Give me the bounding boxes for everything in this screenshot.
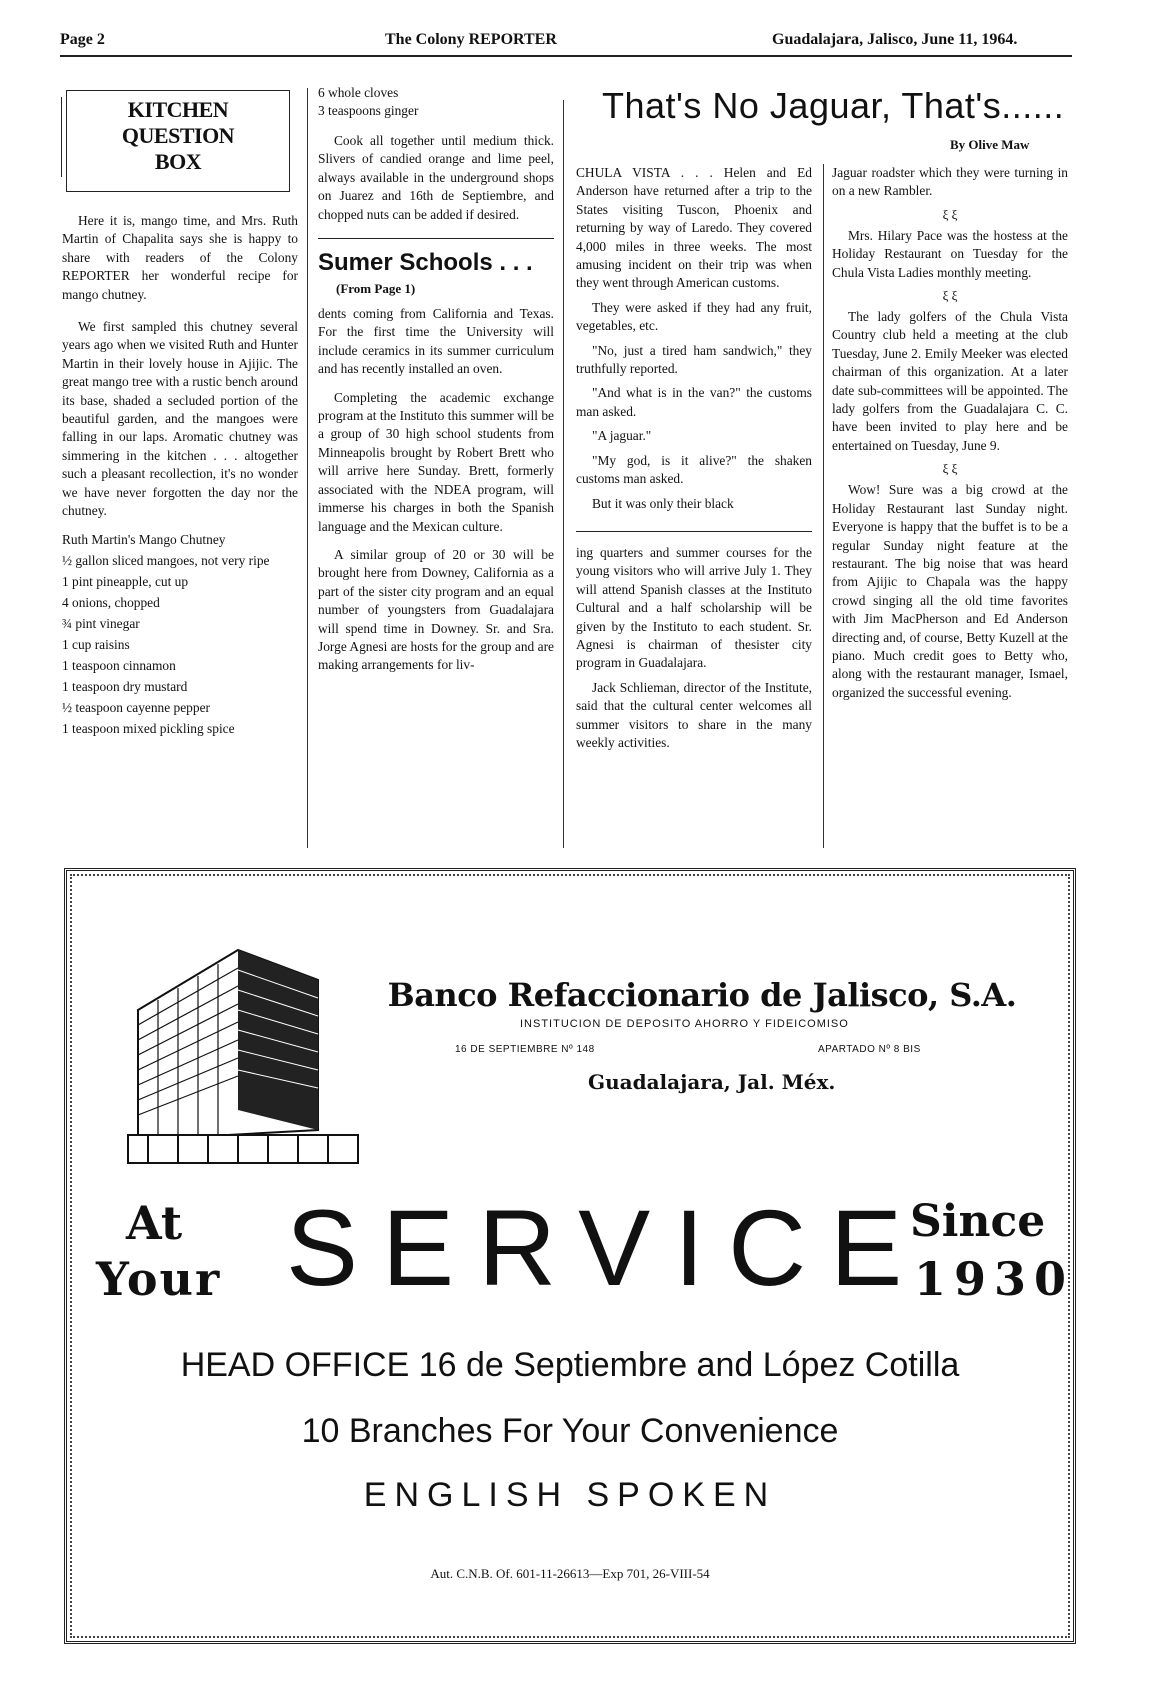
kitchen-paragraph: We first sampled this chutney several years ago when we visited Ruth and Hunter Martin in their lovely house in Ajijic. The great mango tree with a rustic bench around its base, shaded a secluded portion of the beautiful garden, and the mangoes were falling in our laps. Aromatic chutney was simmering in the kitchen . . . altogether such a pleasant recollection, it's no wonder we have never forgotten the day nor the chutney. <box>62 319 298 519</box>
summer-continued-paragraph: ing quarters and summer courses for the young visitors who will arrive July 1. They will attend Spanish classes at the Instituto Cultural and a half scholarship will be given by the Instituto to each student. Sr. Agnesi is chairman of thesister city program in Guadalajara. <box>576 544 812 671</box>
summer-paragraph: Completing the academic exchange program at the Instituto this summer will be a group of 30 high school students from Minneapolis brought by Robert Brett who will arrive here Sunday. Brett, formerly associated with the NDEA program, will immerse his charges in both the Spanish language and the Mexican culture. <box>318 389 554 534</box>
separator: ξ ξ <box>942 461 958 477</box>
your-word: Your <box>96 1252 222 1306</box>
jaguar-paragraph: They were asked if they had any fruit, vegetables, etc. <box>576 299 812 334</box>
summer-continued-paragraph: Jack Schlieman, director of the Institute, said that the cultural center welcomes all summer visitors to share in the many weekly activities. <box>576 679 812 750</box>
box-title-line-1: KITCHEN <box>127 97 229 122</box>
summer-paragraph: A similar group of 20 or 30 will be brought here from Downey, California as a part of the sister city program and an equal number of youngsters from Guadalajara will spend time in Downey. Sr. and Sra. Jorge Agnesi are hosts for the group and are making arrangements for liv- <box>318 546 554 673</box>
jaguar-paragraph: CHULA VISTA . . . Helen and Ed Anderson have returned after a trip to the States visiting Tuscon, Phoenix and returning by way of Laredo. They covered 4,000 miles in three weeks. The most amusing incident on their trip was when they went through American customs. <box>576 165 812 291</box>
head-office-line: HEAD OFFICE 16 de Septiembre and López Cotilla <box>180 1346 960 1384</box>
ingredient: 1 pint pineapple, cut up <box>62 573 189 589</box>
box-title-line-3: BOX <box>154 149 202 174</box>
recipe-title: Ruth Martin's Mango Chutney <box>62 531 226 547</box>
section-rule <box>318 238 554 239</box>
ingredient: ½ gallon sliced mangoes, not very ripe <box>62 552 270 568</box>
separator: ξ ξ <box>942 206 958 222</box>
english-spoken-line: ENGLISH SPOKEN <box>363 1476 777 1514</box>
jaguar-headline: That's No Jaguar, That's...... <box>602 85 1065 126</box>
jaguar-paragraph: "No, just a tired ham sandwich," they truthfully reported. <box>576 342 812 377</box>
ingredient-list <box>62 550 298 739</box>
summer-schools-headline: Sumer Schools . . . <box>318 249 533 277</box>
jaguar-byline: By Olive Maw <box>950 137 1030 152</box>
ingredient: 1 teaspoon mixed pickling spice <box>62 720 235 736</box>
section-rule <box>576 531 812 532</box>
social-paragraph: Jaguar roadster which they were turning in on a new Rambler. <box>832 165 1068 199</box>
column-rule <box>563 100 564 848</box>
ingredient: 1 teaspoon dry mustard <box>62 678 188 694</box>
bank-city: Guadalajara, Jal. Méx. <box>588 1070 836 1094</box>
ingredient: 3 teaspoons ginger <box>318 103 419 118</box>
authorization-line: Aut. C.N.B. Of. 601-11-26613—Exp 701, 26-VIII-54 <box>430 1566 710 1581</box>
jaguar-paragraph: "And what is in the van?" the customs man asked. <box>576 385 812 419</box>
ingredient: 6 whole cloves <box>318 85 399 100</box>
summer-paragraph: dents coming from California and Texas. For the first time the University will include ceramics in its summer curriculum and has recently installed an oven. <box>318 306 554 377</box>
ingredient: ½ teaspoon cayenne pepper <box>62 699 210 715</box>
masthead-rule <box>60 55 1072 57</box>
since-word: Since <box>910 1196 1046 1247</box>
bank-subtitle: INSTITUCION DE DEPOSITO AHORRO Y FIDEICOMISO <box>520 1018 849 1030</box>
ingredient: 1 teaspoon cinnamon <box>62 657 176 673</box>
kitchen-column <box>62 90 298 739</box>
branches-line: 10 Branches For Your Convenience <box>301 1412 839 1450</box>
since-year: 1930 <box>914 1252 1075 1306</box>
bank-apartado: APARTADO Nº 8 BIS <box>818 1044 921 1055</box>
bank-name: Banco Refaccionario de Jalisco, S.A. <box>387 976 1017 1014</box>
jaguar-paragraph: But it was only their black <box>592 495 734 511</box>
box-title-line-2: QUESTION <box>121 123 235 148</box>
kitchen-paragraph: Here it is, mango time, and Mrs. Ruth Martin of Chapalita says she is happy to share with readers of the Colony REPORTER her wonderful recipe for mango chutney. <box>62 213 298 302</box>
social-paragraph: Mrs. Hilary Pace was the hostess at the Holiday Restaurant on Tuesday for the Chula Vista Ladies monthly meeting. <box>832 227 1068 280</box>
column-rule <box>307 88 308 848</box>
page-number: Page 2 <box>60 31 105 48</box>
bank-address: 16 DE SEPTIEMBRE Nº 148 <box>455 1044 595 1055</box>
social-paragraph: The lady golfers of the Chula Vista Country club held a meeting at the club Tuesday, June 2. Emily Meeker was elected chairman of this organization. At a later date sub-committees will be appointed. The lady golfers from the Guadalajara C. C. have been invited to play here and be entertained on Tuesday, June 9. <box>832 309 1068 453</box>
social-paragraph: Wow! Sure was a big crowd at the Holiday Restaurant last Sunday night. Everyone is happy that the buffet is to be a regular Sunday night feature at the restaurant. The big noise that was heard from Ajijic to Chapala was the happy crowd singing all the old time favorites with Jim MacPherson and Ed Anderson directing and, of course, Betty Kuzell at the piano. Much credit goes to Betty who, along with the restaurant manager, Ismael, organized the successful evening. <box>832 482 1068 700</box>
ingredient: ¾ pint vinegar <box>62 615 140 631</box>
ingredient: 4 onions, chopped <box>62 594 160 610</box>
dateline: Guadalajara, Jalisco, June 11, 1964. <box>772 31 1018 48</box>
column-rule <box>823 164 824 848</box>
summer-from-page: (From Page 1) <box>336 281 416 297</box>
service-word: SERVICE <box>286 1187 927 1308</box>
recipe-continued-column <box>318 84 554 681</box>
separator: ξ ξ <box>942 288 958 304</box>
jaguar-paragraph: "My god, is it alive?" the shaken customs man asked. <box>576 452 812 487</box>
paper-name: The Colony REPORTER <box>385 31 557 48</box>
kitchen-question-box <box>66 90 290 192</box>
jaguar-paragraph: "A jaguar." <box>592 428 652 444</box>
at-word: At <box>126 1196 183 1250</box>
ingredient: 1 cup raisins <box>62 636 130 652</box>
bank-building-illustration <box>118 940 368 1170</box>
chula-vista-column <box>832 164 1068 708</box>
jaguar-column <box>576 164 812 758</box>
recipe-method: Cook all together until medium thick. Slivers of candied orange and lime peel, always available in the underground shops on Juarez and 16th de Septiembre, and chopped nuts can be added if desired. <box>318 133 554 222</box>
